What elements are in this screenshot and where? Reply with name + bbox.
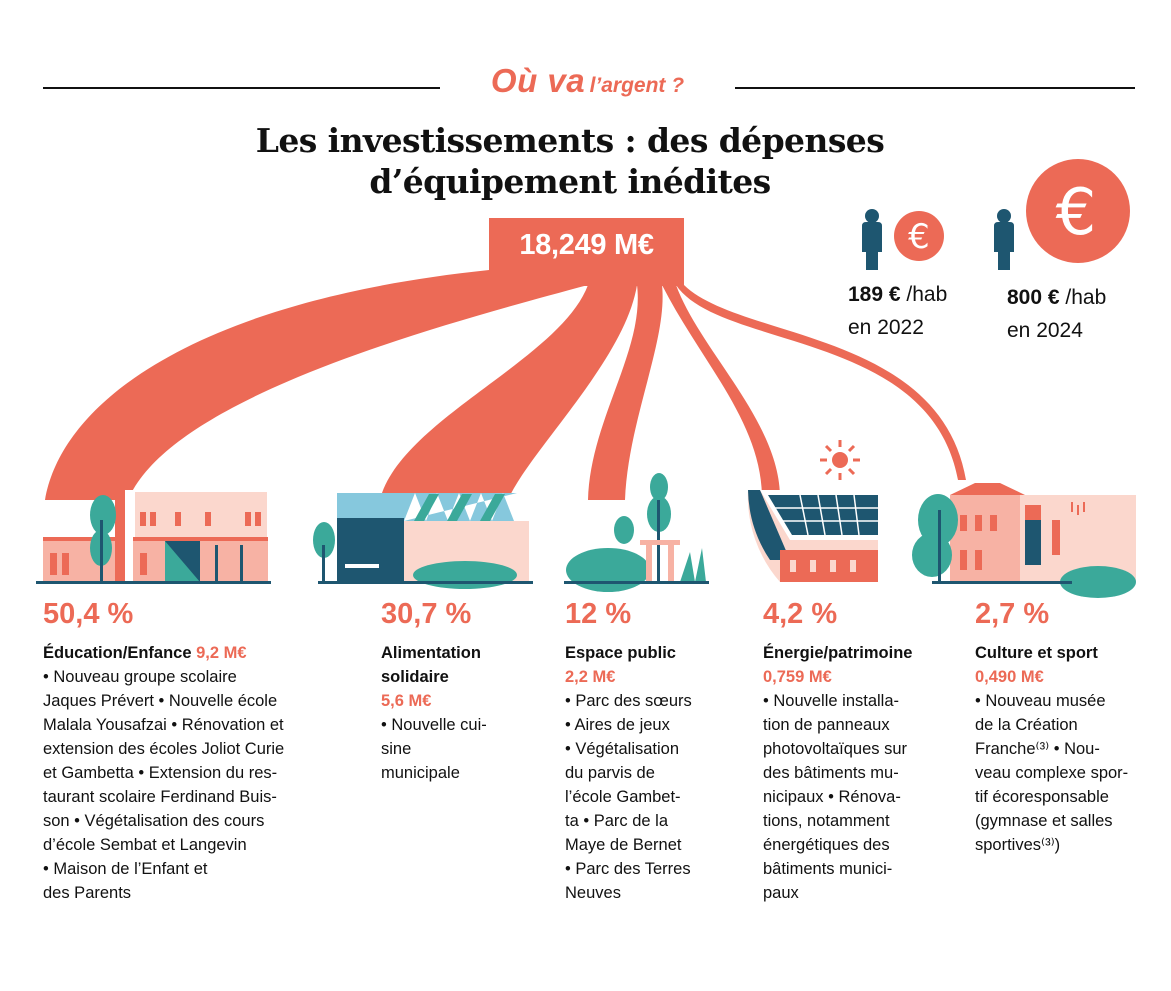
energie-name: Énergie/patrimoine [763,644,913,662]
description-line: • Parc des sœurs [565,692,692,710]
description-line: nicipaux • Rénova- [763,788,901,806]
kicker-big: Où va [490,62,586,99]
alimentation-description [381,713,541,785]
flow-energie [662,285,780,495]
description-line: sportives⁽³⁾) [975,836,1061,854]
description-line: tion de panneaux [763,716,890,734]
description-line: Maye de Bernet [565,836,682,854]
per-capita-2024-amount: 800 € [1007,286,1060,309]
espace-public-amount: 2,2 M€ [565,668,616,686]
culture-description [975,689,1165,857]
kitchen-illustration [313,493,533,589]
per-capita-2022-amount: 189 € [848,283,901,306]
museum-illustration [912,483,1136,598]
culture-amount: 0,490 M€ [975,668,1044,686]
category-culture [975,598,1165,857]
description-line: d’école Sembat et Langevin [43,836,247,854]
education-heading [43,641,343,665]
description-line: municipale [381,764,460,782]
description-line: et Gambetta • Extension du res- [43,764,278,782]
description-line: • Nouveau groupe scolaire [43,668,237,686]
description-line: • Végétalisation [565,740,680,758]
education-name: Éducation/Enfance [43,644,192,662]
alimentation-name: Alimentation solidaire [381,644,481,686]
category-alimentation [381,598,541,785]
energie-percent: 4,2 % [763,598,838,630]
description-line: • Nouvelle cui- [381,716,487,734]
description-line: • Nouveau musée [975,692,1106,710]
espace-public-percent: 12 % [565,598,632,630]
education-amount: 9,2 M€ [196,644,247,662]
energie-amount: 0,759 M€ [763,668,832,686]
park-illustration [564,473,709,592]
culture-percent: 2,7 % [975,598,1050,630]
person-icon-2024 [994,209,1014,270]
energie-description [763,689,963,905]
espace-public-name: Espace public [565,644,676,662]
category-espace-public [565,598,735,905]
description-line: des bâtiments mu- [763,764,899,782]
description-line: ta • Parc de la [565,812,668,830]
description-line: Franche⁽³⁾ • Nou- [975,740,1100,758]
description-line: Jaques Prévert • Nouvelle école [43,692,278,710]
per-capita-2024-year: en 2024 [1007,319,1083,342]
category-education [43,598,343,905]
description-line: son • Végétalisation des cours [43,812,265,830]
description-line: Malala Yousafzai • Rénovation et [43,716,284,734]
description-line: du parvis de [565,764,655,782]
kicker-small: l’argent ? [589,74,685,97]
description-line: des Parents [43,884,132,902]
per-capita-2024 [1007,281,1106,347]
category-energie [763,598,963,905]
euro-coin-icon-2022 [894,211,944,261]
total-amount: 18,249 M€ [519,229,654,261]
description-line: tions, notamment [763,812,890,830]
title-line-2: d’équipement inédites [369,162,771,201]
description-line: énergétiques des [763,836,890,854]
per-capita-2022-unit: /hab [900,283,948,306]
description-line: bâtiments munici- [763,860,893,878]
school-illustration [36,486,271,584]
alimentation-amount: 5,6 M€ [381,692,432,710]
description-line: extension des écoles Joliot Curie [43,740,285,758]
description-line: (gymnase et salles [975,812,1113,830]
description-line: veau complexe spor- [975,764,1129,782]
person-icon-2022 [862,209,882,270]
title-line-1: Les investissements : des dépenses [255,121,885,160]
alimentation-percent: 30,7 % [381,598,472,630]
description-line: sine [381,740,412,758]
euro-symbol-small: € [908,217,930,257]
description-line: • Nouvelle installa- [763,692,900,710]
per-capita-2022-year: en 2022 [848,316,924,339]
description-line: • Aires de jeux [565,716,670,734]
per-capita-2024-unit: /hab [1059,286,1107,309]
description-line: • Maison de l’Enfant et [43,860,208,878]
euro-symbol-large: € [1055,176,1097,250]
description-line: l’école Gambet- [565,788,681,806]
espace-public-description [565,689,735,905]
euro-coin-icon-2024 [1026,159,1130,263]
description-line: de la Création [975,716,1078,734]
description-line: paux [763,884,799,902]
description-line: Neuves [565,884,621,902]
description-line: photovoltaïques sur [763,740,908,758]
description-line: taurant scolaire Ferdinand Buis- [43,788,277,806]
culture-name: Culture et sport [975,644,1098,662]
education-percent: 50,4 % [43,598,134,630]
description-line: • Parc des Terres [565,860,691,878]
description-line: tif écoresponsable [975,788,1109,806]
per-capita-2022 [848,278,947,344]
education-description [43,665,343,905]
